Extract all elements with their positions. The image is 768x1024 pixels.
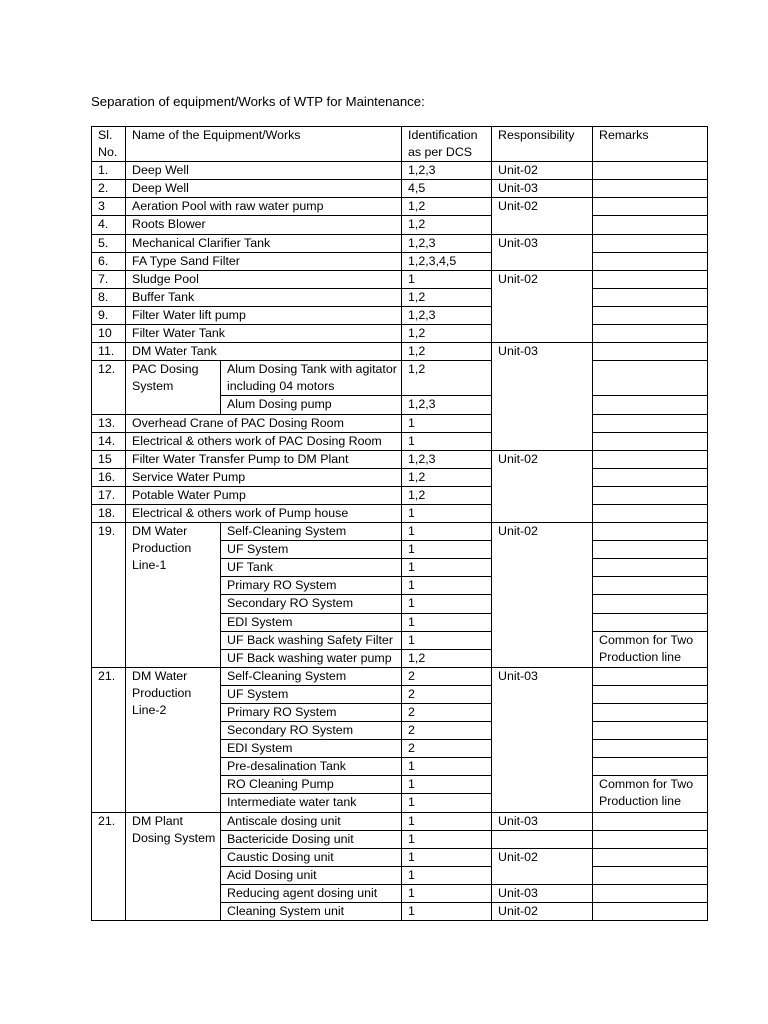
sub-item-name-cell: Self-Cleaning System bbox=[221, 667, 402, 685]
remarks-cell bbox=[593, 884, 708, 902]
sl-no-cell: 18. bbox=[92, 504, 126, 522]
sub-item-name-cell: UF System bbox=[221, 685, 402, 703]
equipment-name-cell: Filter Water Tank bbox=[126, 325, 402, 343]
sl-no-cell: 13. bbox=[92, 414, 126, 432]
group-name-cell: DM Water Production Line-2 bbox=[126, 667, 221, 812]
identification-cell: 1 bbox=[402, 903, 492, 921]
sub-item-name-cell: EDI System bbox=[221, 613, 402, 631]
identification-cell: 1,2 bbox=[402, 288, 492, 306]
remarks-cell bbox=[593, 486, 708, 504]
identification-cell: 4,5 bbox=[402, 180, 492, 198]
identification-cell: 1,2,3,4,5 bbox=[402, 252, 492, 270]
remarks-cell bbox=[593, 414, 708, 432]
col-header-sl: Sl. No. bbox=[92, 127, 126, 162]
identification-cell: 1 bbox=[402, 866, 492, 884]
identification-cell: 2 bbox=[402, 685, 492, 703]
remarks-cell bbox=[593, 432, 708, 450]
sl-no-cell: 17. bbox=[92, 486, 126, 504]
remarks-cell bbox=[593, 758, 708, 776]
equipment-name-cell: Aeration Pool with raw water pump bbox=[126, 198, 402, 216]
identification-cell: 1,2 bbox=[402, 649, 492, 667]
table-row bbox=[92, 306, 708, 324]
sub-item-name-cell: UF Back washing water pump bbox=[221, 649, 402, 667]
responsibility-cell: Unit-02 bbox=[492, 198, 593, 234]
col-header-name: Name of the Equipment/Works bbox=[126, 127, 402, 162]
equipment-name-cell: Service Water Pump bbox=[126, 468, 402, 486]
remarks-cell bbox=[593, 541, 708, 559]
identification-cell: 1 bbox=[402, 794, 492, 812]
table-row bbox=[92, 216, 708, 234]
identification-cell: 1 bbox=[402, 559, 492, 577]
remarks-cell bbox=[593, 903, 708, 921]
sub-item-name-cell: Caustic Dosing unit bbox=[221, 848, 402, 866]
group-name-cell: DM Water Production Line-1 bbox=[126, 523, 221, 668]
remarks-cell: Common for Two Production line bbox=[593, 631, 708, 667]
sub-item-name-cell: RO Cleaning Pump bbox=[221, 776, 402, 794]
col-header-resp: Responsibility bbox=[492, 127, 593, 162]
equipment-name-cell: Electrical & others work of PAC Dosing Room bbox=[126, 432, 402, 450]
equipment-name-cell: Electrical & others work of Pump house bbox=[126, 504, 402, 522]
identification-cell: 2 bbox=[402, 667, 492, 685]
header-row bbox=[92, 127, 708, 162]
identification-cell: 2 bbox=[402, 740, 492, 758]
remarks-cell bbox=[593, 830, 708, 848]
identification-cell: 1 bbox=[402, 758, 492, 776]
identification-cell: 1 bbox=[402, 414, 492, 432]
sub-item-name-cell: Pre-desalination Tank bbox=[221, 758, 402, 776]
identification-cell: 1 bbox=[402, 523, 492, 541]
sl-no-cell: 15 bbox=[92, 450, 126, 468]
table-row bbox=[92, 162, 708, 180]
responsibility-cell: Unit-03 bbox=[492, 884, 593, 902]
equipment-name-cell: FA Type Sand Filter bbox=[126, 252, 402, 270]
remarks-cell bbox=[593, 722, 708, 740]
sl-no-cell: 4. bbox=[92, 216, 126, 234]
sl-no-cell: 3 bbox=[92, 198, 126, 216]
identification-cell: 1,2 bbox=[402, 361, 492, 396]
equipment-name-cell: Filter Water Transfer Pump to DM Plant bbox=[126, 450, 402, 468]
remarks-cell bbox=[593, 396, 708, 414]
remarks-cell bbox=[593, 559, 708, 577]
responsibility-cell: Unit-03 bbox=[492, 667, 593, 812]
identification-cell: 1 bbox=[402, 595, 492, 613]
sl-no-cell: 8. bbox=[92, 288, 126, 306]
sl-no-cell: 21. bbox=[92, 812, 126, 921]
group-name-cell: PAC Dosing System bbox=[126, 361, 221, 414]
remarks-cell bbox=[593, 162, 708, 180]
table-row bbox=[92, 288, 708, 306]
remarks-cell bbox=[593, 361, 708, 396]
sub-item-name-cell: Intermediate water tank bbox=[221, 794, 402, 812]
identification-cell: 1,2,3 bbox=[402, 234, 492, 252]
equipment-name-cell: Roots Blower bbox=[126, 216, 402, 234]
equipment-name-cell: Overhead Crane of PAC Dosing Room bbox=[126, 414, 402, 432]
remarks-cell bbox=[593, 866, 708, 884]
sub-item-name-cell: Cleaning System unit bbox=[221, 903, 402, 921]
sl-no-cell: 11. bbox=[92, 343, 126, 361]
remarks-cell bbox=[593, 270, 708, 288]
equipment-name-cell: Filter Water lift pump bbox=[126, 306, 402, 324]
col-header-ident: Identification as per DCS bbox=[402, 127, 492, 162]
sl-no-cell: 12. bbox=[92, 361, 126, 414]
sub-item-name-cell: Primary RO System bbox=[221, 704, 402, 722]
table-row bbox=[92, 504, 708, 522]
identification-cell: 1 bbox=[402, 830, 492, 848]
responsibility-cell: Unit-02 bbox=[492, 270, 593, 342]
identification-cell: 1 bbox=[402, 613, 492, 631]
identification-cell: 1 bbox=[402, 432, 492, 450]
table-row bbox=[92, 270, 708, 288]
sl-no-cell: 10 bbox=[92, 325, 126, 343]
table-row bbox=[92, 180, 708, 198]
identification-cell: 1 bbox=[402, 812, 492, 830]
responsibility-cell: Unit-02 bbox=[492, 848, 593, 884]
table-row bbox=[92, 252, 708, 270]
remarks-cell bbox=[593, 325, 708, 343]
identification-cell: 1 bbox=[402, 631, 492, 649]
sub-item-name-cell: UF System bbox=[221, 541, 402, 559]
sl-no-cell: 16. bbox=[92, 468, 126, 486]
identification-cell: 1,2 bbox=[402, 468, 492, 486]
remarks-cell bbox=[593, 504, 708, 522]
equipment-name-cell: Mechanical Clarifier Tank bbox=[126, 234, 402, 252]
responsibility-cell: Unit-02 bbox=[492, 450, 593, 522]
sub-item-name-cell: Alum Dosing pump bbox=[221, 396, 402, 414]
sl-no-cell: 21. bbox=[92, 667, 126, 812]
identification-cell: 1,2 bbox=[402, 325, 492, 343]
sl-no-cell: 7. bbox=[92, 270, 126, 288]
remarks-cell bbox=[593, 848, 708, 866]
sub-item-name-cell: UF Back washing Safety Filter bbox=[221, 631, 402, 649]
table-row bbox=[92, 523, 708, 541]
identification-cell: 1,2,3 bbox=[402, 450, 492, 468]
table-row bbox=[92, 414, 708, 432]
sub-item-name-cell: UF Tank bbox=[221, 559, 402, 577]
sub-item-name-cell: Bactericide Dosing unit bbox=[221, 830, 402, 848]
table-row bbox=[92, 667, 708, 685]
table-row bbox=[92, 198, 708, 216]
identification-cell: 1 bbox=[402, 577, 492, 595]
remarks-cell bbox=[593, 198, 708, 216]
table-row bbox=[92, 812, 708, 830]
equipment-name-cell: DM Water Tank bbox=[126, 343, 402, 361]
responsibility-cell: Unit-02 bbox=[492, 903, 593, 921]
remarks-cell bbox=[593, 216, 708, 234]
group-name-cell: DM Plant Dosing System bbox=[126, 812, 221, 921]
sub-item-name-cell: Antiscale dosing unit bbox=[221, 812, 402, 830]
sub-item-name-cell: Secondary RO System bbox=[221, 722, 402, 740]
remarks-cell bbox=[593, 450, 708, 468]
identification-cell: 1 bbox=[402, 541, 492, 559]
sl-no-cell: 1. bbox=[92, 162, 126, 180]
responsibility-cell: Unit-03 bbox=[492, 812, 593, 830]
sl-no-cell: 14. bbox=[92, 432, 126, 450]
identification-cell: 1,2 bbox=[402, 198, 492, 216]
remarks-cell: Common for Two Production line bbox=[593, 776, 708, 812]
sl-no-cell: 6. bbox=[92, 252, 126, 270]
remarks-cell bbox=[593, 306, 708, 324]
remarks-cell bbox=[593, 812, 708, 830]
identification-cell: 1,2,3 bbox=[402, 396, 492, 414]
table-row bbox=[92, 486, 708, 504]
sub-item-name-cell: Self-Cleaning System bbox=[221, 523, 402, 541]
sl-no-cell: 19. bbox=[92, 523, 126, 668]
remarks-cell bbox=[593, 180, 708, 198]
col-header-remarks: Remarks bbox=[593, 127, 708, 162]
sl-no-cell: 2. bbox=[92, 180, 126, 198]
sub-item-name-cell: Acid Dosing unit bbox=[221, 866, 402, 884]
equipment-name-cell: Buffer Tank bbox=[126, 288, 402, 306]
table-row bbox=[92, 325, 708, 343]
sub-item-name-cell: Primary RO System bbox=[221, 577, 402, 595]
table-row bbox=[92, 432, 708, 450]
remarks-cell bbox=[593, 577, 708, 595]
identification-cell: 1,2 bbox=[402, 343, 492, 361]
remarks-cell bbox=[593, 468, 708, 486]
page-heading: Separation of equipment/Works of WTP for Maintenance: bbox=[91, 94, 425, 109]
sl-no-cell: 5. bbox=[92, 234, 126, 252]
equipment-name-cell: Sludge Pool bbox=[126, 270, 402, 288]
equipment-name-cell: Deep Well bbox=[126, 180, 402, 198]
equipment-name-cell: Potable Water Pump bbox=[126, 486, 402, 504]
responsibility-cell: Unit-03 bbox=[492, 180, 593, 198]
identification-cell: 1,2,3 bbox=[402, 306, 492, 324]
table-row bbox=[92, 343, 708, 361]
identification-cell: 1 bbox=[402, 848, 492, 866]
sl-no-cell: 9. bbox=[92, 306, 126, 324]
table-row bbox=[92, 234, 708, 252]
remarks-cell bbox=[593, 667, 708, 685]
remarks-cell bbox=[593, 234, 708, 252]
remarks-cell bbox=[593, 613, 708, 631]
identification-cell: 1,2,3 bbox=[402, 162, 492, 180]
remarks-cell bbox=[593, 595, 708, 613]
remarks-cell bbox=[593, 523, 708, 541]
identification-cell: 1,2 bbox=[402, 486, 492, 504]
responsibility-cell: Unit-02 bbox=[492, 162, 593, 180]
equipment-name-cell: Deep Well bbox=[126, 162, 402, 180]
table-row bbox=[92, 450, 708, 468]
identification-cell: 1 bbox=[402, 776, 492, 794]
remarks-cell bbox=[593, 704, 708, 722]
identification-cell: 2 bbox=[402, 722, 492, 740]
remarks-cell bbox=[593, 685, 708, 703]
identification-cell: 1 bbox=[402, 504, 492, 522]
remarks-cell bbox=[593, 740, 708, 758]
sub-item-name-cell: Alum Dosing Tank with agitator including 04 motors bbox=[221, 361, 402, 396]
remarks-cell bbox=[593, 288, 708, 306]
identification-cell: 1,2 bbox=[402, 216, 492, 234]
remarks-cell bbox=[593, 252, 708, 270]
table-row bbox=[92, 468, 708, 486]
identification-cell: 2 bbox=[402, 704, 492, 722]
responsibility-cell: Unit-02 bbox=[492, 523, 593, 668]
responsibility-cell bbox=[492, 830, 593, 848]
responsibility-cell: Unit-03 bbox=[492, 234, 593, 270]
table-row bbox=[92, 361, 708, 396]
sub-item-name-cell: Reducing agent dosing unit bbox=[221, 884, 402, 902]
maintenance-table bbox=[91, 126, 708, 921]
identification-cell: 1 bbox=[402, 884, 492, 902]
sub-item-name-cell: EDI System bbox=[221, 740, 402, 758]
responsibility-cell: Unit-03 bbox=[492, 343, 593, 451]
identification-cell: 1 bbox=[402, 270, 492, 288]
sub-item-name-cell: Secondary RO System bbox=[221, 595, 402, 613]
remarks-cell bbox=[593, 343, 708, 361]
